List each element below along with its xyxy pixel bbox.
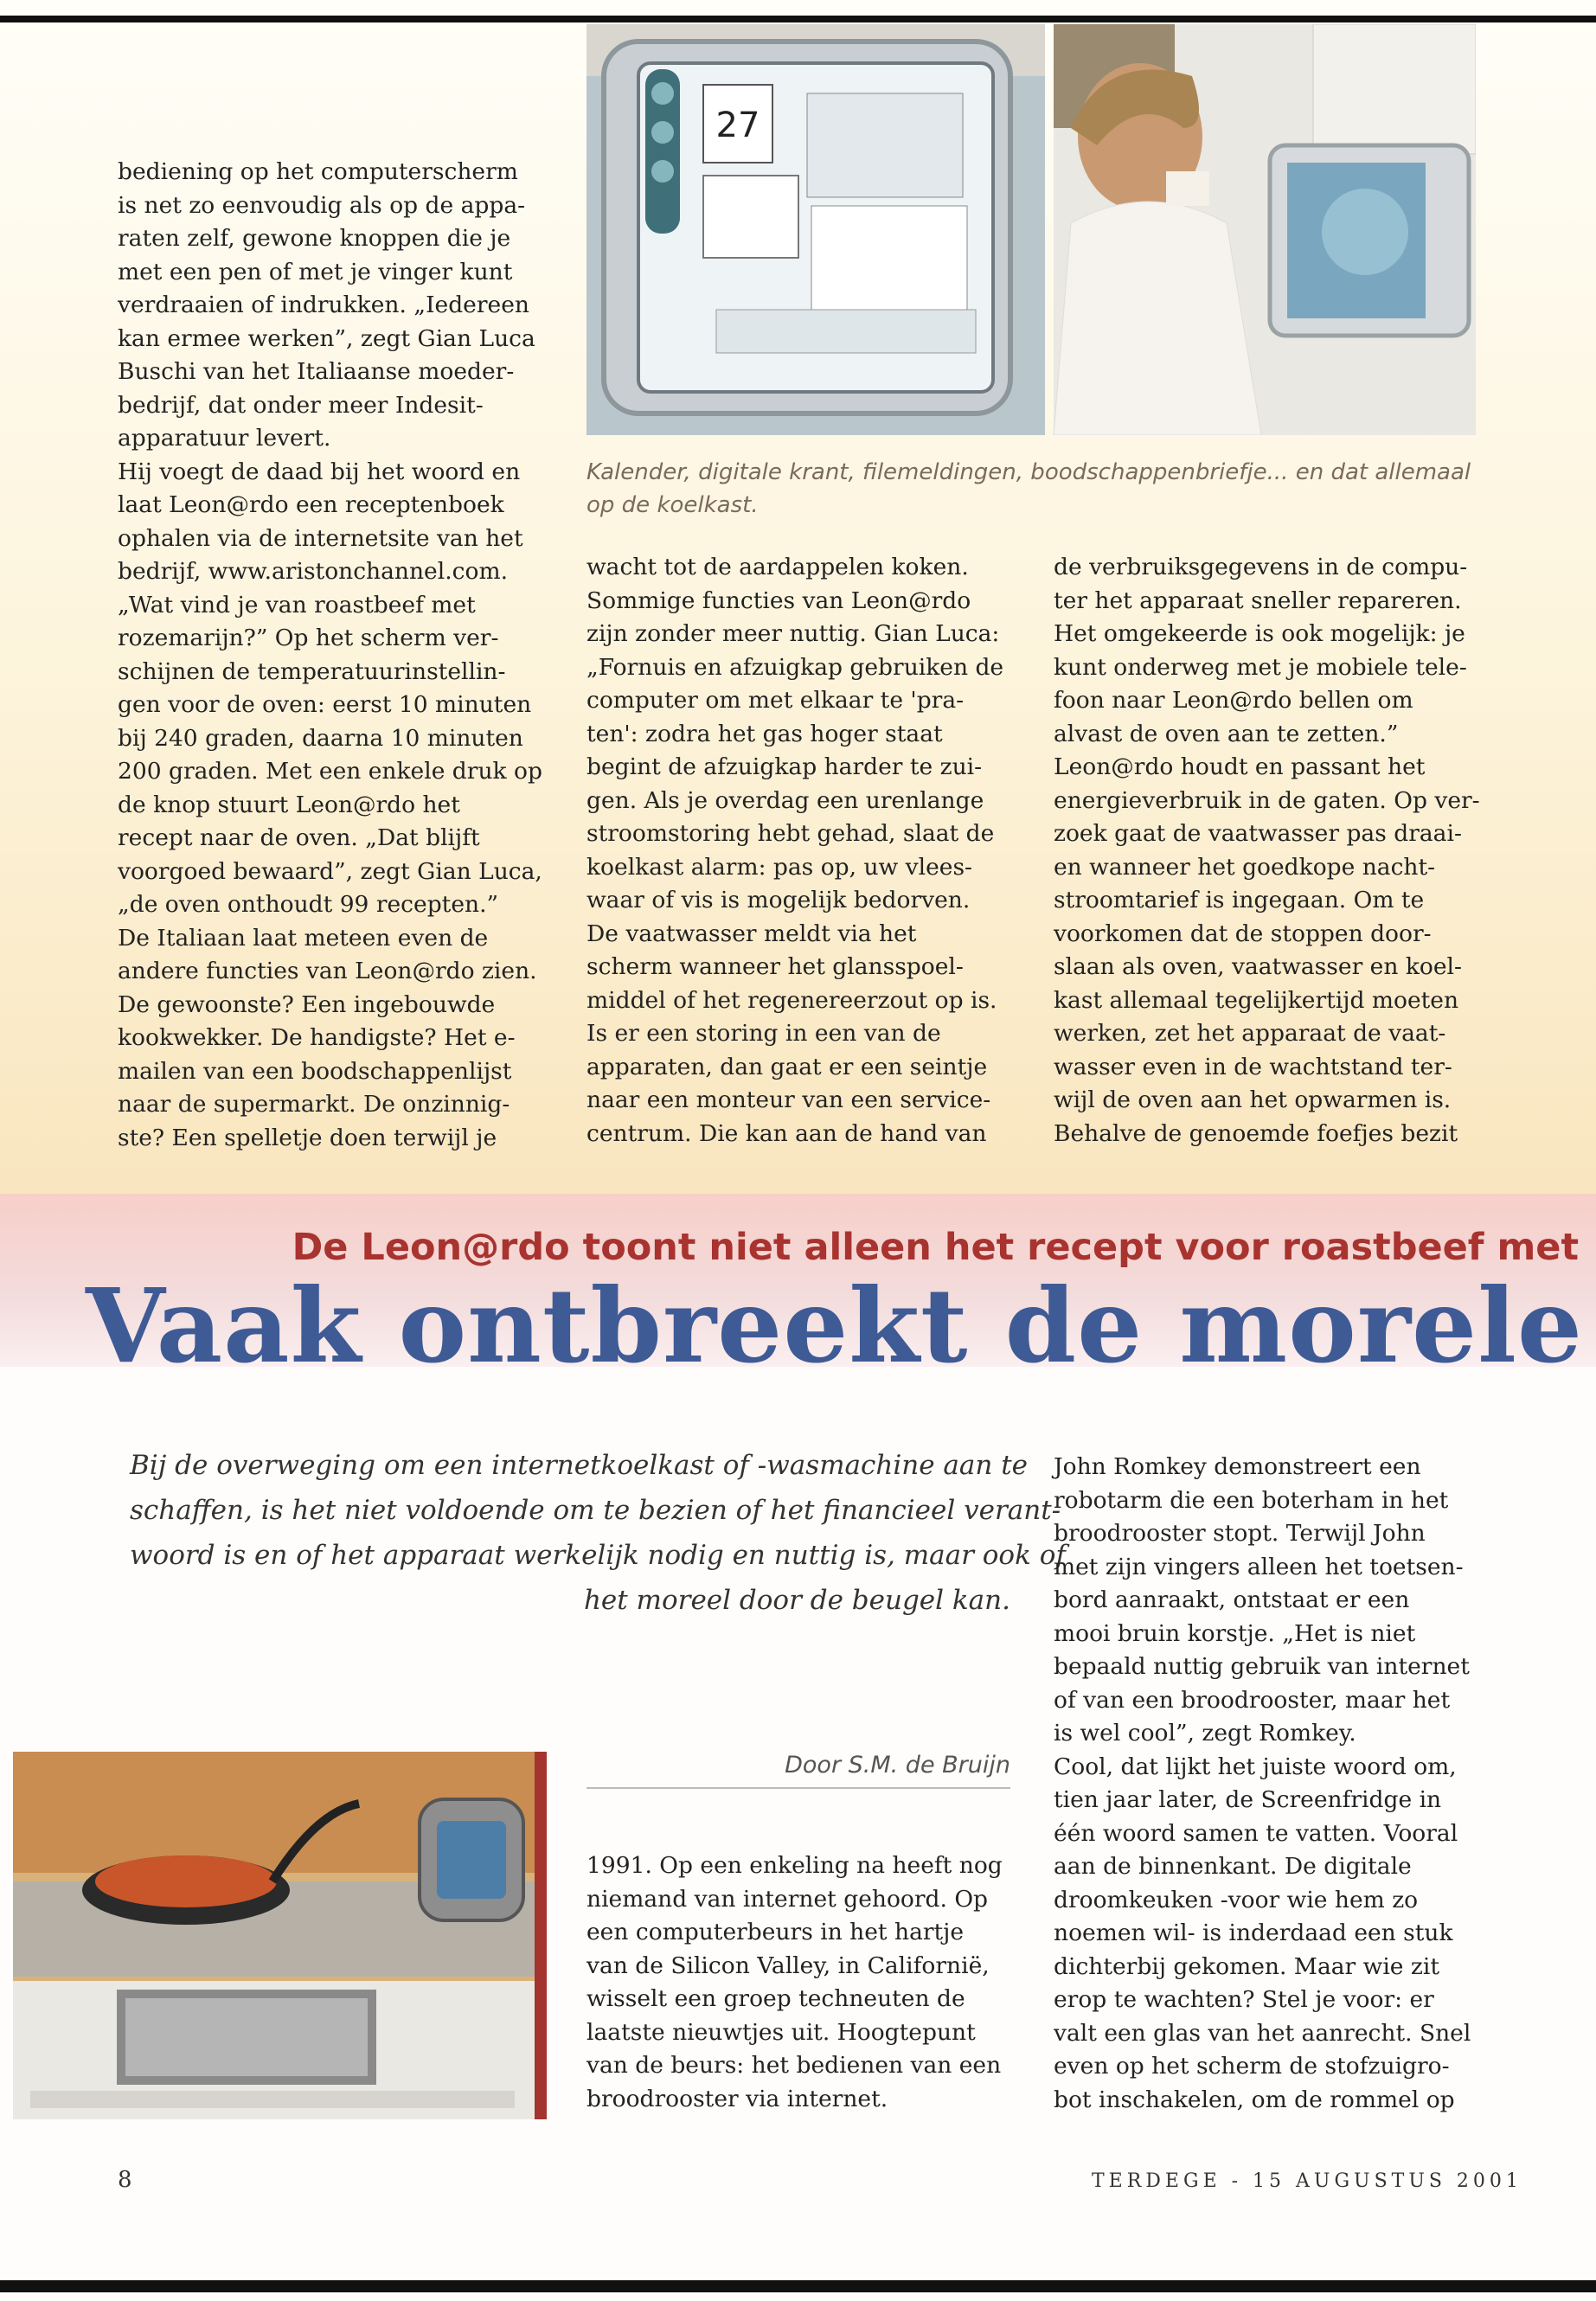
byline: Door S.M. de Bruijn	[785, 1752, 1010, 1779]
kitchen-photo	[13, 1752, 535, 2119]
middle-column: wacht tot de aardappelen koken. Sommige functies van Leon@rdo zijn zonder meer nuttig. Gian Luca: „Fornuis en afzuigkap gebruiken de computer om met elkaar te 'pra- ten': zodra het gas hoger staat begint de afzuigkap harder te zui- gen. Als je overdag een urenlange stroomstoring hebt gehad, slaat de koelkast alarm: pas op, uw vlees- waar of vis is mogelijk bedorven. De vaatwasser meldt via het scherm wanneer het glansspoel- middel of het regenereerzout op is. Is er een storing in een van de apparaten, dan gaat er een seintje naar een monteur van een service- centrum. Die kan aan de hand van	[586, 554, 1004, 1147]
left-column: bediening op het computerscherm is net zo eenvoudig als op de appa- raten zelf, gewone knoppen die je met een pen of met je vinger kunt verdraaien of indrukken. „Iedereen kan ermee werken”, zegt Gian Luca Buschi van het Italiaanse moeder- bedrijf, dat onder meer Indesit- apparatuur levert. Hij voegt de daad bij het woord en laat Leon@rdo een receptenboek ophalen via de internetsite van het bedrijf, www.aristonchannel.com. „Wat vind je van roastbeef met rozemarijn?” Op het scherm ver- schijnen de temperatuurinstellin- gen voor de oven: eerst 10 minuten bij 240 graden, daarna 10 minuten 200 graden. Met een enkele druk op de knop stuurt Leon@rdo het recept naar de oven. „Dat blijft voorgoed bewaard”, zegt Gian Luca, „de oven onthoudt 99 recepten.” De Italiaan laat meteen even de andere functies van Leon@rdo zien. De gewoonste? Een ingebouwde kookwekker. De handigste? Het e- mailen van een boodschappenlijst naar de supermarkt. De onzinnig- ste? Een spelletje doen terwijl je	[118, 158, 542, 1151]
bottom-rule	[0, 2280, 1596, 2292]
fridge-photo	[586, 24, 1476, 435]
top-rule	[0, 16, 1596, 22]
footer-issue: TERDEGE - 15 AUGUSTUS 2001	[1092, 2170, 1522, 2192]
subheadline: De Leon@rdo toont niet alleen het recept voor roastbeef met	[292, 1226, 1579, 1269]
lower-right-column: John Romkey demonstreert een robotarm die een boterham in het broodrooster stopt. Terwijl John met zijn vingers alleen het toetsen- bord aanraakt, ontstaat er een mooi bruin korstje. „Het is niet bepaald nuttig gebruik van internet of van een broodrooster, maar het is wel cool”, zegt Romkey. Cool, dat lijkt het juiste woord om, tien jaar later, de Screenfridge in één woord samen te vatten. Vooral aan de binnenkant. De digitale droomkeuken -voor wie hem zo noemen wil- is inderdaad een stuk dichterbij gekomen. Maar wie zit erop te wachten? Stel je voor: er valt een glas van het aanrecht. Snel even op het scherm de stofzuigro- bot inschakelen, om de rommel op	[1054, 1453, 1471, 2113]
calendar-date: 27	[715, 106, 760, 145]
lead-paragraph: Bij de overweging om een internetkoelkast of -wasmachine aan schaffen, is het niet voldoende om te bezien of het financieel woord is en of het apparaat werkelijk nodig en nuttig is, maar ook het moreel door de beugel kan.	[130, 1450, 1031, 1616]
right-column: de verbruiksgegevens in de compu- ter het apparaat sneller repareren. Het omgekeerde is ook mogelijk: je kunt onderweg met je mobiele tele- foon naar Leon@rdo bellen om alvast de oven aan te zetten.” Leon@rdo houdt en passant het energieverbruik in de gaten. Op ver- zoek gaat de vaatwasser pas draai- en wanneer het goedkope nacht- stroomtarief is ingegaan. Om te voorkomen dat de stoppen door- slaan als oven, vaatwasser en koel- kast allemaal tegelijkertijd moeten werken, zet het apparaat de vaat- wasser even in de wachtstand ter- wijl de oven aan het opwarmen is. Behalve de genoemde foefjes bezit	[1054, 554, 1480, 1147]
kitchen-photo-illustration	[13, 1752, 535, 2119]
accent-bar	[535, 1752, 547, 2119]
page-number: 8	[118, 2167, 132, 2193]
byline-rule	[586, 1787, 1010, 1789]
photo-caption: Kalender, digitale krant, filemeldingen, boodschappenbriefje... en dat allemaal op de koelkast.	[586, 459, 1471, 518]
fridge-photo-illustration	[586, 24, 1476, 435]
headline: Vaak ontbreekt de morele	[85, 1266, 1583, 1386]
lower-middle-column: 1991. Op een enkeling na heeft nog niemand van internet gehoord. Op een computerbeurs in het hartje van de Silicon Valley, in Californië, wisselt een groep techneuten de laatste nieuwtjes uit. Hoogtepunt van de beurs: het bedienen van een broodrooster via internet.	[586, 1852, 1003, 2112]
